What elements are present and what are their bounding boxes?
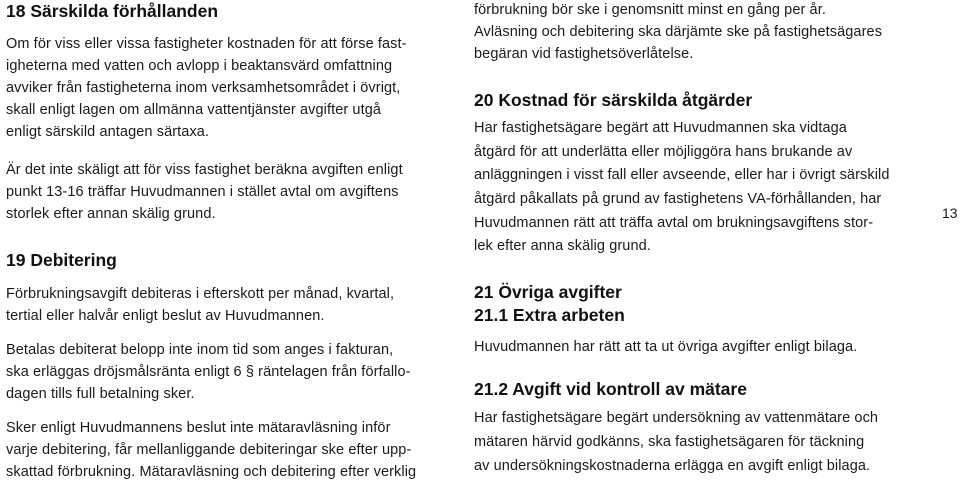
text-line: varje debitering, får mellanliggande debiteringar ske efter upp- — [6, 442, 412, 458]
text-line: Sker enligt Huvudmannens beslut inte mätaravläsning inför — [6, 420, 391, 436]
text-line: av undersökningskostnaderna erlägga en avgift enligt bilaga. — [474, 458, 871, 474]
section-heading-20: 20 Kostnad för särskilda åtgärder — [474, 90, 753, 110]
text-line: åtgärd påkallats på grund av fastighetens VA-förhållanden, har — [474, 191, 882, 207]
text-line: mätaren härvid godkänns, ska fastighetsägaren för täckning — [474, 434, 865, 450]
text-line: Är det inte skäligt att för viss fastighet beräkna avgiften enligt — [6, 162, 403, 178]
text-line: Avläsning och debitering ska därjämte ske på fastighetsägares — [474, 24, 883, 40]
text-line: begäran vid fastighetsöverlåtelse. — [474, 46, 694, 62]
page-number: 13 — [942, 205, 958, 221]
text-line: Betalas debiterat belopp inte inom tid som anges i fakturan, — [6, 342, 394, 358]
text-line: Om för viss eller vissa fastigheter kostnaden för att förse fast- — [6, 36, 407, 52]
section-heading-19: 19 Debitering — [6, 250, 117, 270]
text-line: åtgärd för att underlätta eller möjliggöra hans brukande av — [474, 144, 853, 160]
text-line: avviker från fastigheterna inom verksamhetsområdet i övrigt, — [6, 80, 401, 96]
text-line: tertial eller halvår enligt beslut av Huvudmannen. — [6, 308, 325, 324]
text-line: storlek efter annan skälig grund. — [6, 206, 216, 222]
text-line: förbrukning bör ske i genomsnitt minst en gång per år. — [474, 2, 826, 18]
text-line: Huvudmannen har rätt att ta ut övriga avgifter enligt bilaga. — [474, 339, 858, 355]
section-heading-21-1: 21.1 Extra arbeten — [474, 305, 625, 325]
text-line: Förbrukningsavgift debiteras i efterskott per månad, kvartal, — [6, 286, 395, 302]
text-line: ska erläggas dröjsmålsränta enligt 6 § räntelagen från förfallo- — [6, 364, 411, 380]
text-line: lek efter anna skälig grund. — [474, 238, 651, 254]
text-line: enligt särskild antagen särtaxa. — [6, 124, 210, 140]
section-heading-21: 21 Övriga avgifter — [474, 282, 622, 302]
text-line: Har fastighetsägare begärt undersökning av vattenmätare och — [474, 410, 879, 426]
text-line: anläggningen i visst fall eller avseende, eller har i övrigt särskild — [474, 167, 890, 183]
text-line: igheterna med vatten och avlopp i beaktansvärd omfattning — [6, 58, 393, 74]
text-line: skattad förbrukning. Mätaravläsning och debitering efter verklig — [6, 464, 417, 480]
text-line: punkt 13-16 träffar Huvudmannen i stället avtal om avgiftens — [6, 184, 399, 200]
text-line: dagen tills full betalning sker. — [6, 386, 195, 402]
text-line: Har fastighetsägare begärt att Huvudmannen ska vidtaga — [474, 120, 847, 136]
section-heading-18: 18 Särskilda förhållanden — [6, 1, 219, 21]
section-heading-21-2: 21.2 Avgift vid kontroll av mätare — [474, 379, 747, 399]
text-line: Huvudmannen rätt att träffa avtal om brukningsavgiftens stor- — [474, 215, 874, 231]
text-line: skall enligt lagen om allmänna vattentjänster avgifter utgå — [6, 102, 382, 118]
